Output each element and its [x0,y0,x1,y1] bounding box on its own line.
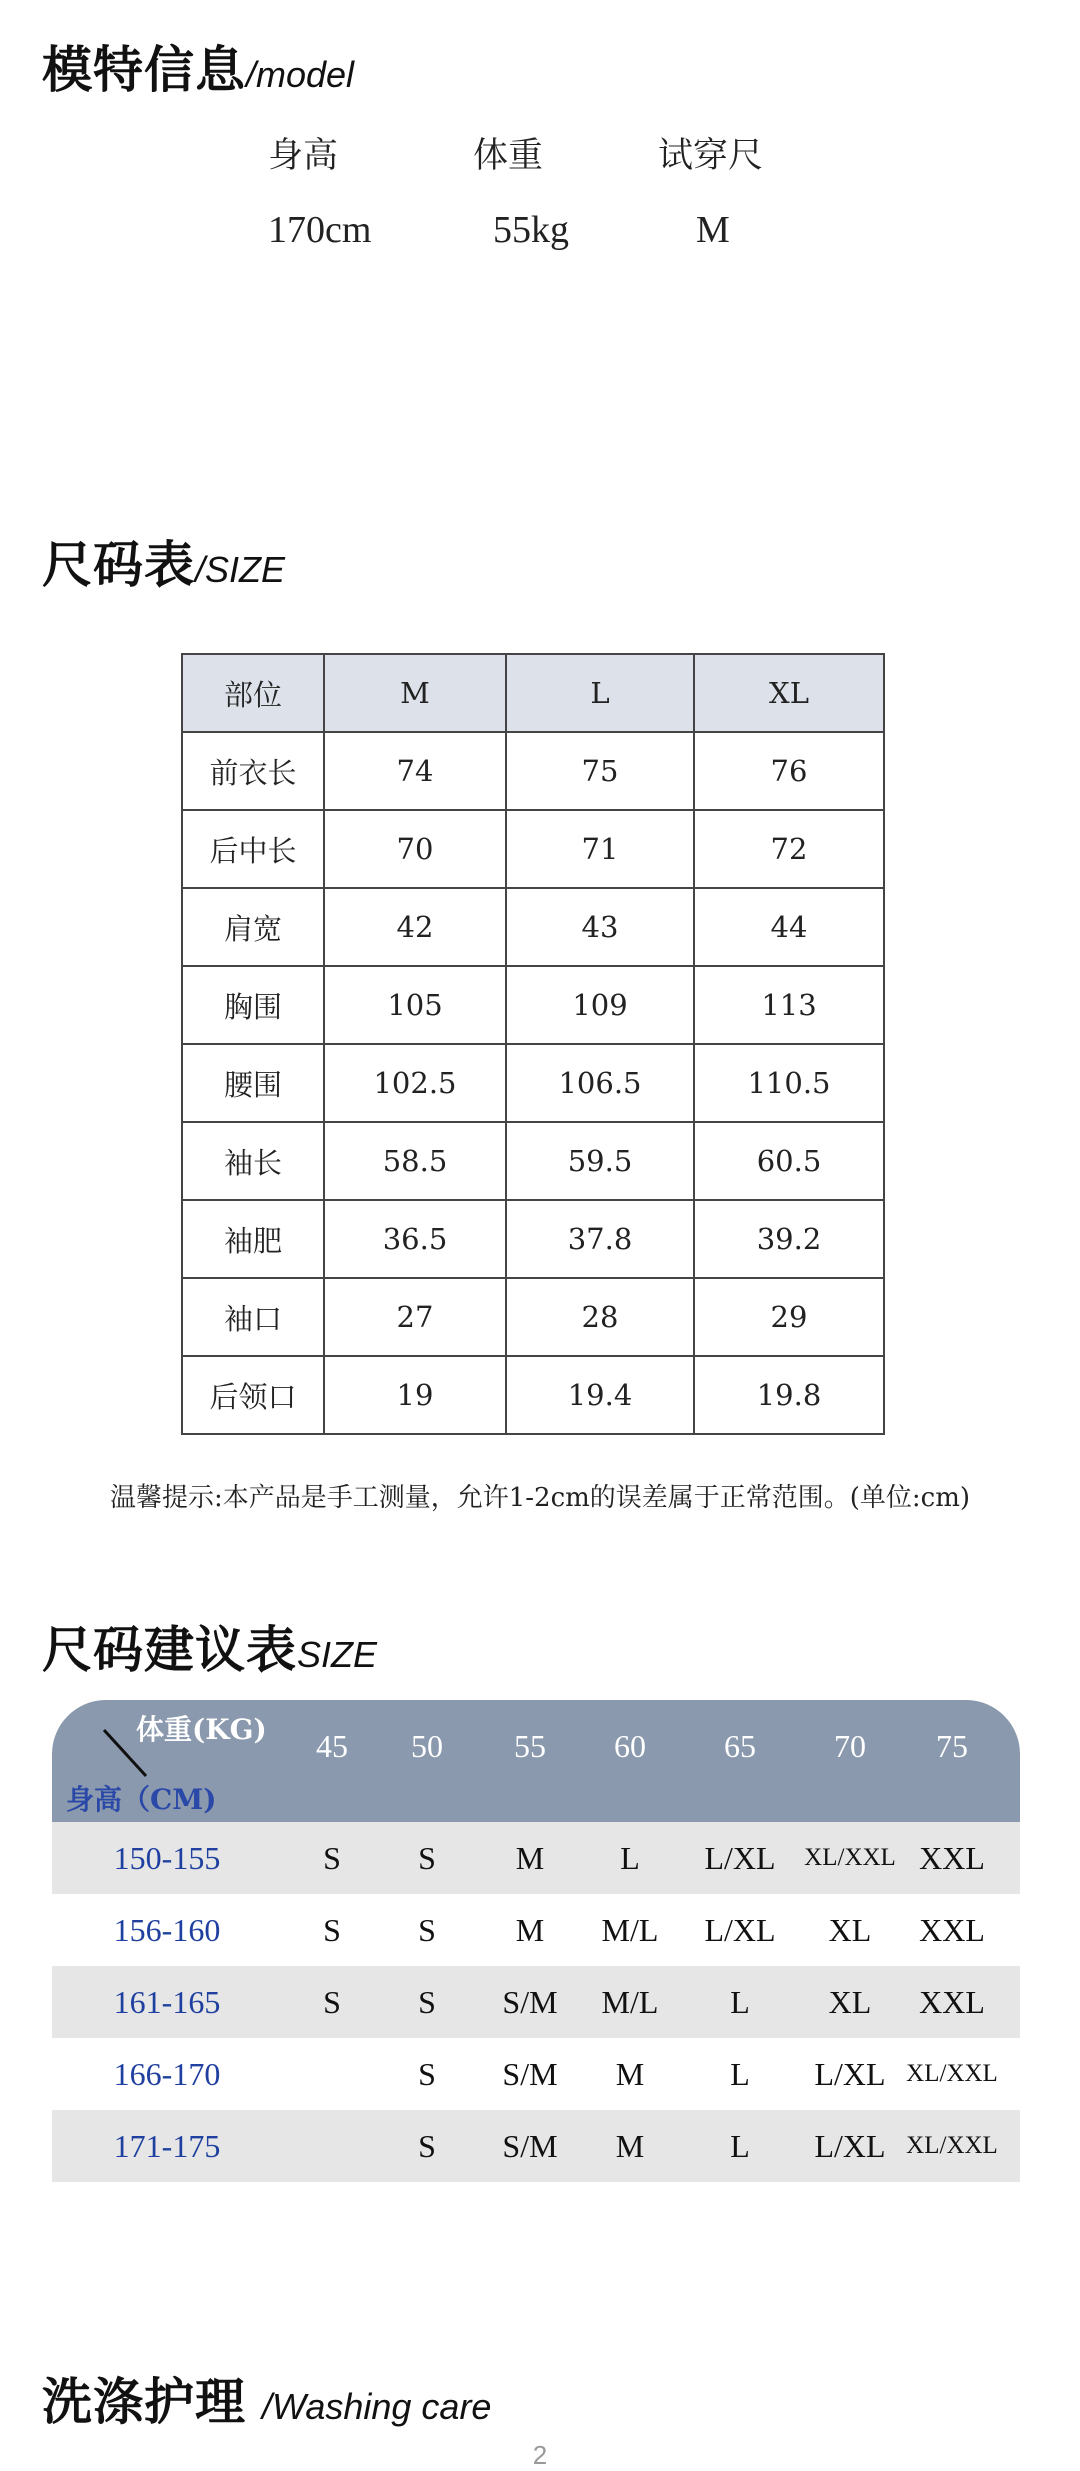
size-row-value: 70 [324,810,506,888]
size-row-value: 27 [324,1278,506,1356]
wash-title-en: /Washing care [262,2386,492,2427]
rec-size-cell: XXL [919,1839,985,1876]
size-row-value: 19.8 [694,1356,884,1434]
size-col-xl: XL [694,654,884,732]
size-chart-row [182,888,884,966]
size-chart-row [182,732,884,810]
size-title-cn: 尺码表 [42,535,195,594]
model-title-en: /model [246,54,355,95]
rec-size-cell: XL [828,1983,872,2020]
size-chart-row [182,1044,884,1122]
size-row-value: 44 [694,888,884,966]
size-row-value: 19 [324,1356,506,1434]
size-chart-row [182,1278,884,1356]
rec-header-row [52,1700,1020,1822]
size-row-value: 74 [324,732,506,810]
rec-size-cell: S [418,1839,436,1876]
size-row-part: 后领口 [182,1356,324,1434]
size-chart-row [182,1200,884,1278]
size-row-value: 43 [506,888,694,966]
rec-size-cell: XL/XXL [804,1844,896,1871]
rec-row [52,1822,1020,1894]
rec-row [52,1894,1020,1966]
rec-size-cell: M [615,2055,645,2092]
rec-title-en: SIZE [297,1634,378,1675]
height-axis-label: 身高（CM) [66,1783,217,1816]
model-info-table [268,128,901,252]
page-number: 2 [532,2440,548,2470]
rec-row-height: 166-170 [113,2055,221,2092]
size-row-value: 72 [694,810,884,888]
size-row-value: 71 [506,810,694,888]
rec-size-cell: XL/XXL [906,2132,998,2159]
rec-size-cell: XL/XXL [906,2060,998,2087]
rec-size-cell: M [515,1911,545,1948]
size-row-value: 109 [506,966,694,1044]
weight-column-45: 45 [316,1728,348,1764]
size-row-value: 113 [694,966,884,1044]
rec-size-cell: L/XL [704,1911,776,1948]
size-row-value: 105 [324,966,506,1044]
size-row-value: 76 [694,732,884,810]
rec-size-cell: M [515,1839,545,1876]
rec-row-height: 156-160 [113,1911,221,1948]
model-value-weight: 55kg [493,209,569,251]
rec-size-cell: S/M [502,2127,558,2164]
weight-column-65: 65 [724,1728,756,1764]
size-col-m: M [324,654,506,732]
model-section-title [42,30,354,102]
wash-section-title [42,2362,491,2434]
size-row-value: 75 [506,732,694,810]
rec-size-cell: L [620,1839,640,1876]
size-col-l: L [506,654,694,732]
measurement-note: 温馨提示:本产品是手工测量，允许1-2cm的误差属于正常范围。(单位:cm) [109,1483,971,1513]
weight-axis-label: 体重(KG) [136,1713,267,1746]
size-row-value: 42 [324,888,506,966]
rec-size-cell: S [418,1983,436,2020]
size-row-value: 39.2 [694,1200,884,1278]
weight-column-60: 60 [614,1728,646,1764]
size-row-value: 37.8 [506,1200,694,1278]
size-chart-table [181,653,885,1435]
wash-title-cn: 洗涤护理 [42,2372,246,2431]
rec-size-cell: XXL [919,1983,985,2020]
size-chart-row [182,1122,884,1200]
size-row-value: 60.5 [694,1122,884,1200]
size-title-en: /SIZE [195,549,286,590]
weight-column-75: 75 [936,1728,968,1764]
model-header-weight: 体重 [473,136,544,176]
size-row-value: 29 [694,1278,884,1356]
size-recommendation-table [52,1700,1020,2182]
size-row-value: 36.5 [324,1200,506,1278]
rec-row-height: 171-175 [113,2127,221,2164]
size-row-value: 19.4 [506,1356,694,1434]
rec-row-height: 150-155 [113,1839,221,1876]
size-row-value: 110.5 [694,1044,884,1122]
rec-size-cell: L/XL [814,2127,886,2164]
rec-size-cell: S [418,1911,436,1948]
rec-size-cell: S [418,2055,436,2092]
rec-size-cell: S [418,2127,436,2164]
rec-size-cell: M/L [601,1911,659,1948]
weight-column-70: 70 [834,1728,866,1764]
size-chart-header-row [182,654,884,732]
rec-size-cell: L [730,1983,750,2020]
model-title-cn: 模特信息 [42,40,246,99]
model-value-size: M [696,209,730,251]
rec-size-cell: L [730,2127,750,2164]
rec-size-cell: L [730,2055,750,2092]
size-row-value: 59.5 [506,1122,694,1200]
weight-column-55: 55 [514,1728,546,1764]
size-col-part: 部位 [182,654,324,732]
size-row-part: 袖长 [182,1122,324,1200]
rec-size-cell: M [615,2127,645,2164]
model-value-height: 170cm [268,209,372,251]
rec-size-cell: S [323,1983,341,2020]
rec-size-cell: S [323,1839,341,1876]
size-row-part: 腰围 [182,1044,324,1122]
rec-size-cell: L/XL [704,1839,776,1876]
size-row-value: 102.5 [324,1044,506,1122]
rec-size-cell: S [323,1911,341,1948]
rec-section-title [42,1610,377,1682]
model-value-row [268,208,901,252]
diagonal-divider [102,1728,148,1778]
size-row-value: 106.5 [506,1044,694,1122]
size-section-title [42,525,285,597]
size-chart-row [182,810,884,888]
rec-title-cn: 尺码建议表 [42,1620,297,1679]
size-chart-row [182,1356,884,1434]
size-row-part: 肩宽 [182,888,324,966]
model-header-row [268,128,901,178]
rec-size-cell: S/M [502,1983,558,2020]
size-row-value: 58.5 [324,1122,506,1200]
size-row-part: 袖肥 [182,1200,324,1278]
rec-row [52,2038,1020,2110]
rec-row-height: 161-165 [113,1983,221,2020]
rec-size-cell: XXL [919,1911,985,1948]
model-header-size: 试穿尺 [658,136,764,176]
model-header-height: 身高 [268,136,339,176]
rec-row [52,2110,1020,2182]
size-row-part: 袖口 [182,1278,324,1356]
size-row-part: 后中长 [182,810,324,888]
size-chart-row [182,966,884,1044]
size-row-part: 胸围 [182,966,324,1044]
rec-size-cell: L/XL [814,2055,886,2092]
size-row-value: 28 [506,1278,694,1356]
rec-size-cell: M/L [601,1983,659,2020]
rec-size-cell: XL [828,1911,872,1948]
rec-row [52,1966,1020,2038]
weight-column-50: 50 [411,1728,443,1764]
size-row-part: 前衣长 [182,732,324,810]
rec-size-cell: S/M [502,2055,558,2092]
